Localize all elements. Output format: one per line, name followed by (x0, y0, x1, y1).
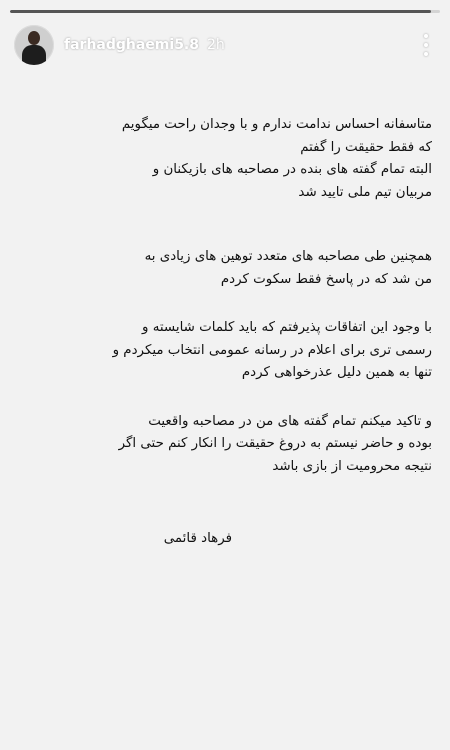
paragraph-1 (22, 114, 432, 204)
paragraph-line: که فقط حقیقت را گفتم (300, 139, 432, 155)
paragraph-4 (22, 411, 432, 479)
paragraph-line: همچنین طی مصاحبه های متعدد توهین های زیادی به (144, 249, 432, 264)
username[interactable]: farhadghaemi5.8 (64, 37, 199, 53)
paragraph-2 (22, 246, 432, 291)
paragraph-line: بوده و حاضر نیستم به دروغ حقیقت را انکار کنم حتی اگر (118, 436, 432, 451)
post-time: 2h (207, 37, 225, 53)
paragraph-line: تنها به همین دلیل عذرخواهی کردم (241, 365, 432, 380)
avatar[interactable] (14, 25, 54, 65)
paragraph-line: من شد که در پاسخ فقط سکوت کردم (220, 271, 432, 287)
paragraph-line: متاسفانه احساس ندامت ندارم و با وجدان راحت میگویم (121, 117, 432, 132)
story-text-content (22, 114, 432, 551)
spacer (22, 478, 432, 528)
story-progress-fill (10, 10, 431, 13)
spacer (22, 204, 432, 246)
more-options-icon[interactable] (416, 34, 436, 56)
paragraph-line: البته تمام گفته های بنده در مصاحبه های بازیکنان و (152, 162, 432, 177)
story-progress-bar (10, 10, 440, 13)
paragraph-line: با وجود این اتفاقات پذیرفتم که باید کلمات شایسته و (141, 320, 432, 335)
spacer (22, 291, 432, 317)
signature: فرهاد قائمی (163, 531, 232, 546)
more-dot (424, 43, 428, 47)
more-dot (424, 34, 428, 38)
avatar-head (28, 31, 40, 45)
paragraph-3 (22, 317, 432, 385)
paragraph-line: رسمی تری برای اعلام در رسانه عمومی انتخاب میکردم و (112, 342, 432, 358)
paragraph-line: مربیان تیم ملی تایید شد (298, 184, 432, 200)
avatar-body (22, 45, 46, 65)
story-header (14, 24, 436, 66)
paragraph-line: و تاکید میکنم تمام گفته های من در مصاحبه واقعیت (148, 413, 432, 429)
spacer (22, 385, 432, 411)
more-dot (424, 52, 428, 56)
paragraph-line: نتیجه محرومیت از بازی باشد (272, 458, 432, 474)
